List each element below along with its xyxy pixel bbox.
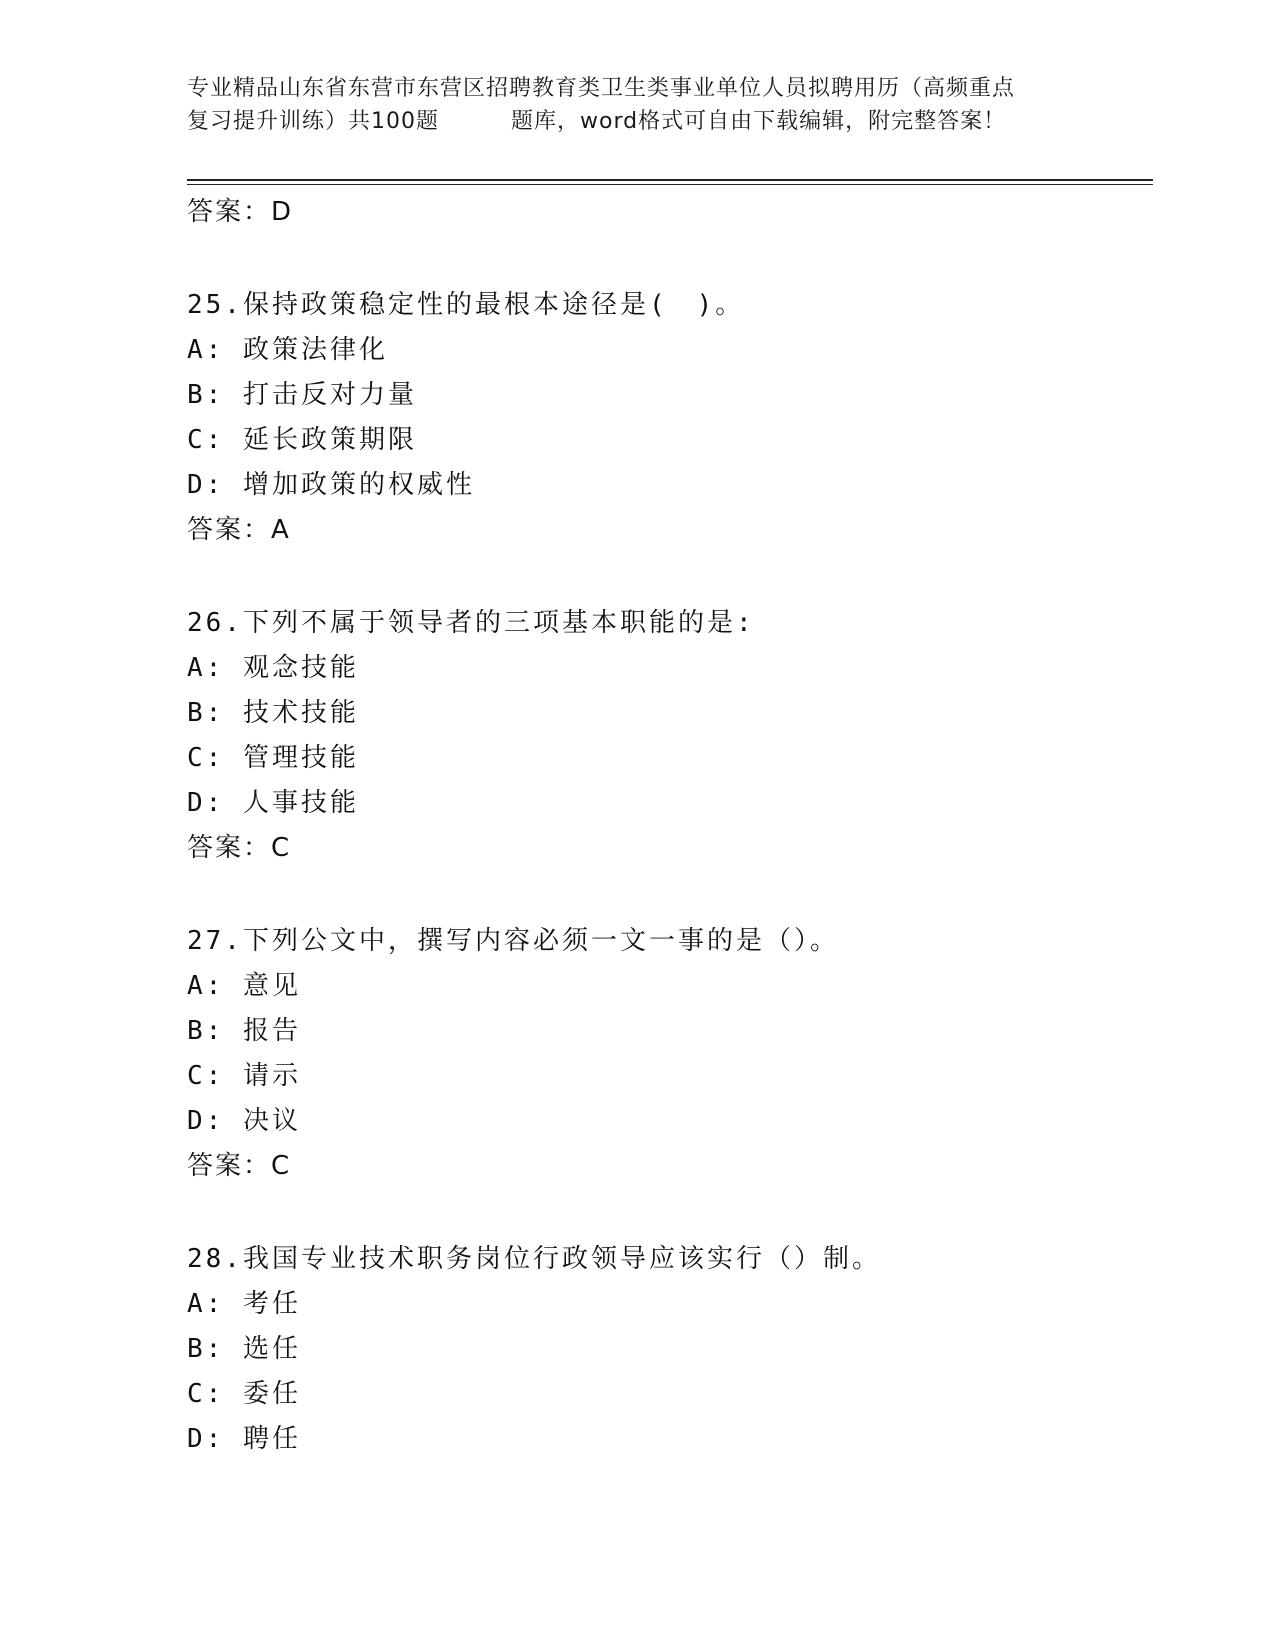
option-a: A: 观念技能: [187, 653, 359, 683]
question-26: [187, 601, 1153, 871]
option-b: B: 报告: [187, 1016, 301, 1046]
page-header: [187, 72, 1087, 138]
option-b: B: 技术技能: [187, 698, 359, 728]
question-stem: 26.下列不属于领导者的三项基本职能的是:: [187, 608, 755, 638]
option-b: B: 选任: [187, 1334, 301, 1364]
question-answer: 答案：A: [187, 515, 291, 545]
option-d: D: 决议: [187, 1106, 301, 1136]
question-list: [187, 190, 1153, 1462]
question-stem: 28.我国专业技术职务岗位行政领导应该实行（）制。: [187, 1244, 881, 1274]
previous-answer: 答案：D: [187, 197, 294, 227]
option-a: A: 政策法律化: [187, 335, 388, 365]
option-d: D: 聘任: [187, 1424, 301, 1454]
header-divider-thin: [187, 184, 1153, 185]
option-c: C: 延长政策期限: [187, 425, 417, 455]
question-stem: 27.下列公文中，撰写内容必须一文一事的是（）。: [187, 926, 839, 956]
question-27: [187, 919, 1153, 1189]
question-28: [187, 1237, 1153, 1462]
question-answer: 答案：C: [187, 1151, 292, 1181]
option-d: D: 人事技能: [187, 788, 359, 818]
option-d: D: 增加政策的权威性: [187, 470, 475, 500]
option-b: B: 打击反对力量: [187, 380, 417, 410]
option-c: C: 委任: [187, 1379, 301, 1409]
option-a: A: 考任: [187, 1289, 301, 1319]
question-25: [187, 283, 1153, 553]
option-a: A: 意见: [187, 971, 301, 1001]
header-line-1: 专业精品山东省东营市东营区招聘教育类卫生类事业单位人员拟聘用历（高频重点: [187, 76, 1016, 101]
header-divider-thick: [187, 179, 1153, 181]
question-stem: 25.保持政策稳定性的最根本途径是( )。: [187, 290, 745, 320]
option-c: C: 请示: [187, 1061, 301, 1091]
header-line-2-right: 题库，word格式可自由下载编辑，附完整答案！: [511, 109, 1007, 134]
header-line-2: [187, 105, 1087, 138]
question-answer: 答案：C: [187, 833, 292, 863]
header-line-2-left: 复习提升训练）共100题: [187, 109, 439, 134]
option-c: C: 管理技能: [187, 743, 359, 773]
